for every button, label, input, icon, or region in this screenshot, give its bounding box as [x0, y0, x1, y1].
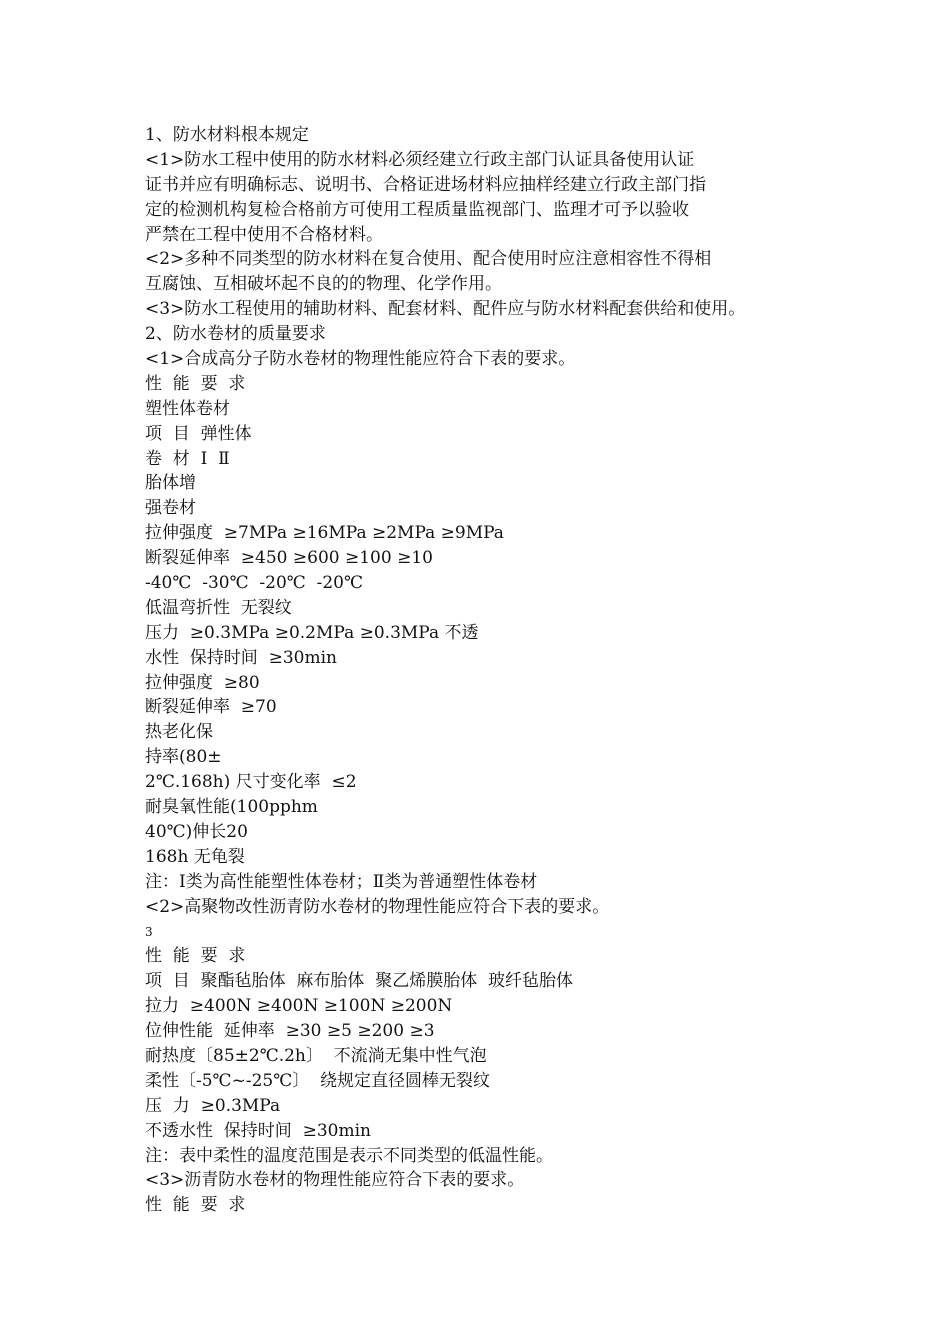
table-text-line: 拉力 ≥400N ≥400N ≥100N ≥200N [145, 996, 453, 1017]
table-text-line: 拉伸强度 ≥7MPa ≥16MPa ≥2MPa ≥9MPa [145, 523, 504, 544]
table-text-line: 压力 ≥0.3MPa ≥0.2MPa ≥0.3MPa 不透 [145, 622, 479, 643]
text-line: 定的检测机构复检合格前方可使用工程质量监视部门、监理才可予以验收 [145, 199, 689, 220]
table-text-line: 性 能 要 求 [145, 1195, 246, 1216]
text-line: <1>防水工程中使用的防水材料必须经建立行政主部门认证具备使用认证 [145, 149, 695, 170]
table-text-line: 塑性体卷材 [145, 398, 230, 419]
document-body [145, 123, 845, 1218]
table-text-line: 断裂延伸率 ≥70 [145, 697, 277, 718]
table-text-line: 项 目 弹性体 [145, 423, 252, 444]
page-number: 3 [145, 924, 153, 939]
table-text-line: 断裂延伸率 ≥450 ≥600 ≥100 ≥10 [145, 548, 433, 569]
table-text-line: 不透水性 保持时间 ≥30min [145, 1120, 371, 1141]
note-line: 注：Ⅰ类为高性能塑性体卷材；Ⅱ类为普通塑性体卷材 [145, 871, 538, 892]
text-line: <1>合成高分子防水卷材的物理性能应符合下表的要求。 [145, 349, 576, 370]
table-text-line: 压 力 ≥0.3MPa [145, 1095, 281, 1116]
table-text-line: 项 目 聚酯毡胎体 麻布胎体 聚乙烯膜胎体 玻纤毡胎体 [145, 971, 574, 992]
heading-line: 2、防水卷材的质量要求 [145, 324, 326, 345]
table-text-line: 水性 保持时间 ≥30min [145, 647, 337, 668]
table-text-line: 柔性〔-5℃~-25℃〕 绕规定直径圆棒无裂纹 [145, 1070, 491, 1091]
table-text-line: 耐热度〔85±2℃.2h〕 不流淌无集中性气泡 [145, 1045, 487, 1066]
text-line: <3>防水工程使用的辅助材料、配套材料、配件应与防水材料配套供给和使用。 [145, 299, 746, 320]
table-text-line: 低温弯折性 无裂纹 [145, 597, 292, 618]
table-text-line: 持率(80± [145, 747, 222, 768]
text-line: 严禁在工程中使用不合格材料。 [145, 224, 383, 245]
heading-line: 1、防水材料根本规定 [145, 125, 309, 145]
text-line: 证书并应有明确标志、说明书、合格证进场材料应抽样经建立行政主部门指 [145, 174, 706, 195]
table-text-line: 位伸性能 延伸率 ≥30 ≥5 ≥200 ≥3 [145, 1021, 435, 1042]
table-text-line: 性 能 要 求 [145, 373, 246, 394]
table-text-line: 热老化保 [145, 722, 213, 743]
text-line: 互腐蚀、互相破坏起不良的的物理、化学作用。 [145, 274, 502, 295]
table-text-line: 卷 材 Ⅰ Ⅱ [145, 448, 230, 469]
text-line: <2>高聚物改性沥青防水卷材的物理性能应符合下表的要求。 [145, 896, 610, 917]
note-line: 注：表中柔性的温度范围是表示不同类型的低温性能。 [145, 1145, 553, 1166]
table-text-line: 40℃)伸长20 [145, 821, 248, 842]
text-line: <2>多种不同类型的防水材料在复合使用、配合使用时应注意相容性不得相 [145, 249, 712, 270]
table-text-line: 168h 无龟裂 [145, 846, 245, 867]
table-text-line: 胎体增 [145, 473, 196, 494]
text-line: <3>沥青防水卷材的物理性能应符合下表的要求。 [145, 1170, 525, 1191]
table-text-line: -40℃ -30℃ -20℃ -20℃ [145, 573, 363, 594]
table-text-line: 拉伸强度 ≥80 [145, 672, 260, 693]
table-text-line: 2℃.168h) 尺寸变化率 ≤2 [145, 772, 357, 793]
table-text-line: 强卷材 [145, 498, 196, 519]
table-text-line: 耐臭氧性能(100pphm [145, 797, 318, 818]
table-text-line: 性 能 要 求 [145, 946, 246, 967]
